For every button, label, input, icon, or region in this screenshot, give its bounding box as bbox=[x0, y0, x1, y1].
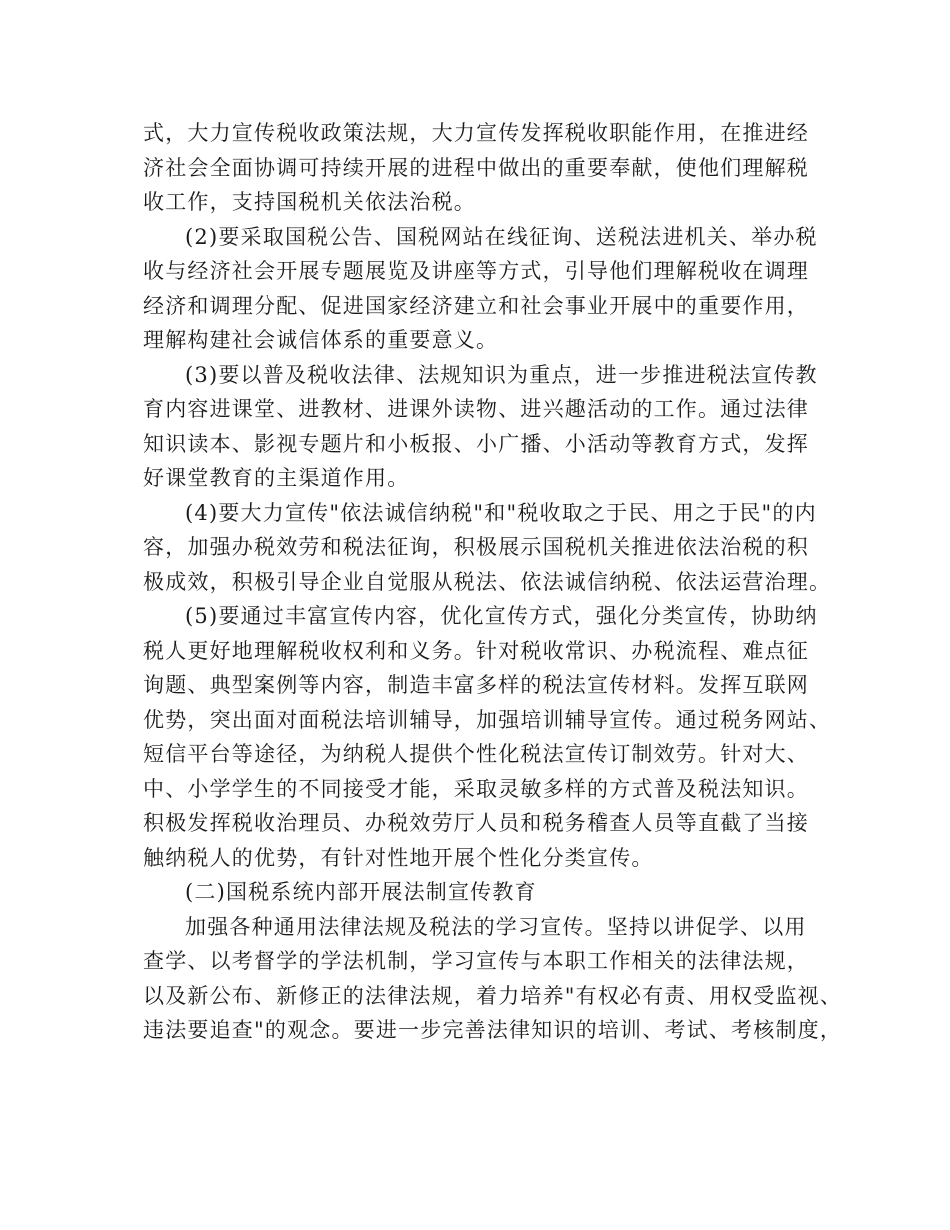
text-line: 优势，突出面对面税法培训辅导，加强培训辅导宣传。通过税务网站、 bbox=[143, 707, 832, 732]
text-line: 知识读本、影视专题片和小板报、小广播、小活动等教育方式，发挥 bbox=[143, 431, 809, 456]
text-line: 容，加强办税效劳和税法征询，积极展示国税机关推进依法治税的积 bbox=[143, 535, 809, 559]
text-line: 济社会全面协调可持续开展的进程中做出的重要奉献，使他们理解税 bbox=[143, 155, 809, 180]
text-line: 短信平台等途径，为纳税人提供个性化税法宣传订制效劳。针对大、 bbox=[143, 742, 809, 766]
text-line: 中、小学学生的不同接受才能，采取灵敏多样的方式普及税法知识。 bbox=[143, 776, 809, 801]
text-line: (3)要以普及税收法律、法规知识为重点，进一步推进税法宣传教 bbox=[185, 362, 818, 387]
text-line: 收工作，支持国税机关依法治税。 bbox=[143, 190, 476, 214]
text-line: 式，大力宣传税收政策法规，大力宣传发挥税收职能作用，在推进经 bbox=[143, 121, 809, 145]
text-line: 询题、典型案例等内容，制造丰富多样的税法宣传材料。发挥互联网 bbox=[143, 673, 809, 697]
body-text bbox=[143, 116, 843, 1048]
text-line: 极成效，积极引导企业自觉服从税法、依法诚信纳税、依法运营治理。 bbox=[143, 569, 832, 594]
text-line: 违法要追查"的观念。要进一步完善法律知识的培训、考试、考核制度， bbox=[143, 1018, 843, 1042]
text-line: (4)要大力宣传"依法诚信纳税"和"税收取之于民、用之于民"的内 bbox=[185, 500, 817, 525]
text-line: (5)要通过丰富宣传内容，优化宣传方式，强化分类宣传，协助纳 bbox=[185, 604, 818, 628]
text-line: 理解构建社会诚信体系的重要意义。 bbox=[143, 328, 499, 352]
text-line: 查学、以考督学的学法机制，学习宣传与本职工作相关的法律法规， bbox=[143, 949, 809, 973]
text-line: 以及新公布、新修正的法律法规，着力培养"有权必有责、用权受监视、 bbox=[143, 983, 843, 1008]
text-line: 积极发挥税收治理员、办税效劳厅人员和税务稽查人员等直截了当接 bbox=[143, 811, 809, 835]
text-line: 触纳税人的优势，有针对性地开展个性化分类宣传。 bbox=[143, 845, 654, 870]
text-line: 好课堂教育的主渠道作用。 bbox=[143, 466, 410, 490]
text-line: 加强各种通用法律法规及税法的学习宣传。坚持以讲促学、以用 bbox=[185, 914, 807, 939]
text-line: 经济和调理分配、促进国家经济建立和社会事业开展中的重要作用， bbox=[143, 293, 809, 318]
text-line: (2)要采取国税公告、国税网站在线征询、送税法进机关、举办税 bbox=[185, 224, 818, 249]
text-line: (二)国税系统内部开展法制宣传教育 bbox=[185, 880, 537, 904]
text-line: 育内容进课堂、进教材、进课外读物、进兴趣活动的工作。通过法律 bbox=[143, 397, 809, 421]
text-line: 税人更好地理解税收权利和义务。针对税收常识、办税流程、难点征 bbox=[143, 638, 809, 663]
text-line: 收与经济社会开展专题展览及讲座等方式，引导他们理解税收在调理 bbox=[143, 259, 809, 283]
